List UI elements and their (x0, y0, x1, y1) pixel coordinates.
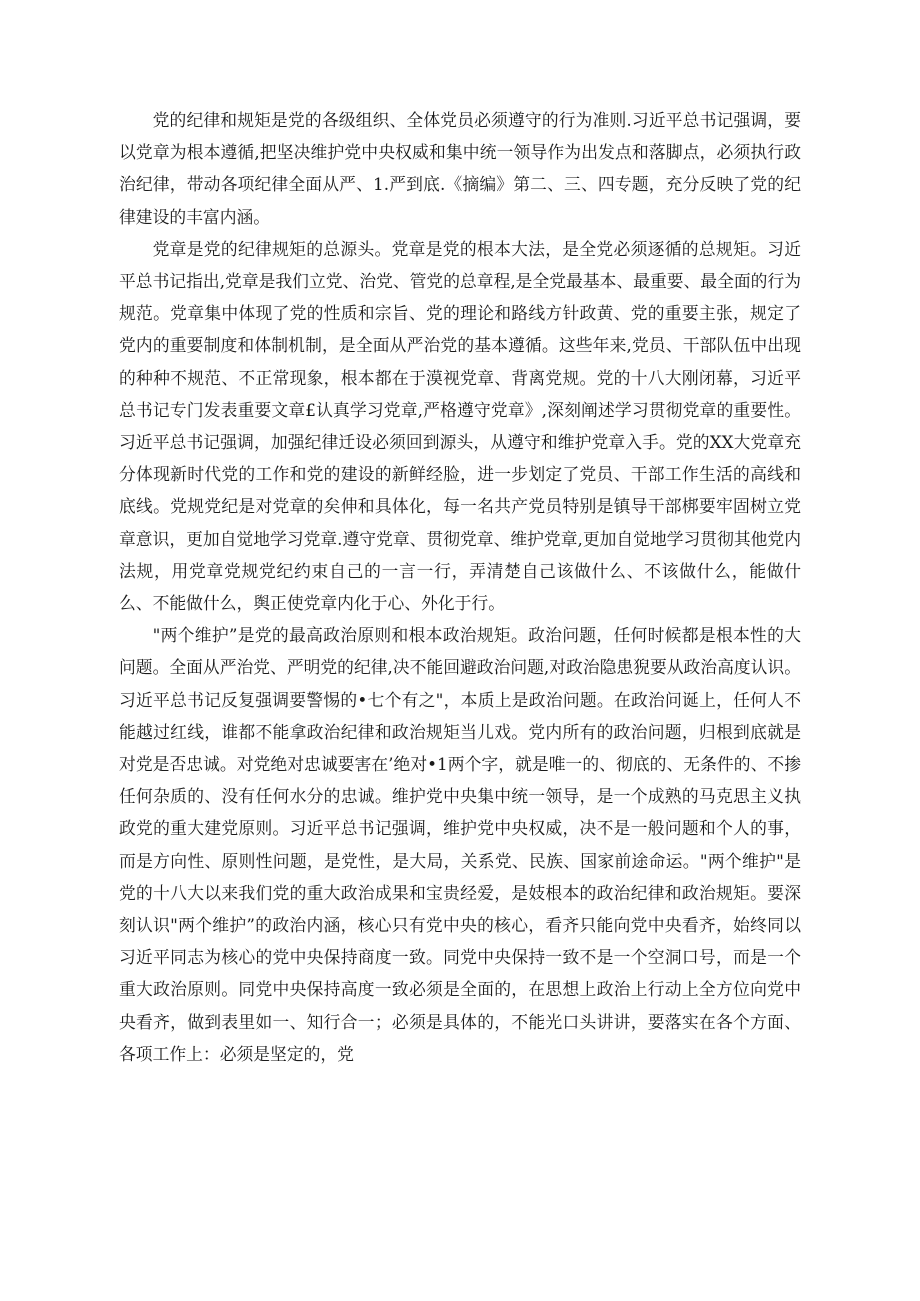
paragraph-party-constitution: 党章是党的纪律规矩的总源头。党章是党的根本大法，是全党必须逐循的总规矩。习近平总书记指出,党章是我们立党、治党、管党的总章程,是全党最基本、最重要、最全面的行为规范。党章集中体现了党的性质和宗旨、党的理论和路线方针政黄、党的重要主张，规定了党内的重要制度和体制机制，是全面从严治党的基本遵循。这些年来,党员、干部队伍中出现的种种不规范、不正常现象，根本都在于漠视党章、背离党规。党的十八大刚闭幕，习近平总书记专门发表重要文章£认真学习党章,严格遵守党章》,深刻阐述学习贯彻党章的重要性。习近平总书记强调，加强纪律迁设必须回到源头，从遵守和维护党章入手。党的XX大党章充分体现新时代党的工作和党的建设的新鲜经脸，进一步划定了党员、干部工作生活的高线和底线。党规党纪是对党章的矣伸和具体化，每一名共产党员特别是镇导干部梆要牢固树立党章意识，更加自觉地学习党章.遵守党章、贯彻党章、维护党章,更加自觉地学习贯彻其他党内法规，用党章党规党纪约束自己的一言一行，弄清楚自己该做什么、不该做什么，能做什么、不能做什么，舆正使党章内化于心、外化于行。 (119, 238, 801, 614)
paragraph-two-upholds: "两个维护”是党的最高政治原则和根本政治规矩。政治问题，任何时候都是根本性的大问题。全面从严治党、严明党的纪律,决不能回避政治问题,对政治隐患猊要从政治高度认识。习近平总书记反复强调要警惕的•七个有之"，本质上是政治问题。在政治问诞上，任何人不能越过红线，谁都不能拿政治纪律和政治规矩当儿戏。党内所有的政治问题，归根到底就是对党是否忠诚。对党绝对忠诚要害在’绝对•1两个字，就是唯一的、彻底的、无条件的、不掺任何杂质的、没有任何水分的忠诚。维护党中央集中统一领导，是一个成熟的马克思主义执政党的重大建党原则。习近平总书记强调，维护党中央权威，决不是一般问题和个人的事，而是方向性、原则性问题，是党性，是大局，关系党、民族、国家前途命运。"两个维护"是党的十八大以来我们党的重大政治成果和宝贵经爱，是妓根本的政治纪律和政治规矩。要深刻认识"两个维护”的政治内涵，核心只有党中央的核心，看齐只能向党中央看齐，始终同以习近平同志为核心的党中央保持商度一致。同党中央保持一致不是一个空洞口号，而是一个重大政治原则。同党中央保持高度一致必须是全面的，在思想上政治上行动上全方位向党中央看齐，做到表里如一、知行合一；必须是具体的，不能光口头讲讲，要落实在各个方面、各项工作上：必须是坚定的，党 (119, 625, 801, 1064)
paragraph-discipline-rules: 党的纪律和规矩是党的各级组织、全体党员必须遵守的行为准则.习近平总书记强调，要以党章为根本遵循,把坚决维护党中央权威和集中统一领导作为出发点和落脚点，必须执行政治纪律，带动各项纪律全面从严、1.严到底.《摘编》第二、三、四专题，充分反映了党的纪律建设的丰富内涵。 (119, 110, 801, 227)
document-body (119, 104, 801, 1070)
